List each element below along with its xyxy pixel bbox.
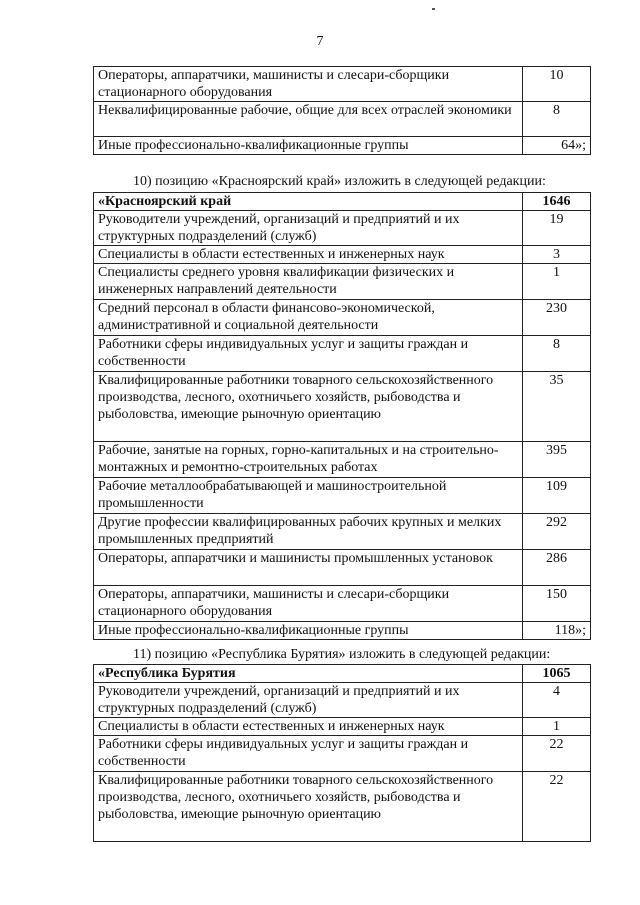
row-label: Операторы, аппаратчики и машинисты промышленных установок [94,550,523,586]
table-row [94,336,591,372]
row-value: 22 [523,772,591,842]
row-value: 19 [523,211,591,246]
row-label: Рабочие, занятые на горных, горно-капитальных и на строительно-монтажных и ремонтно-строительных работах [94,442,523,478]
table-row [94,514,591,550]
row-value: 10 [523,67,591,102]
row-value: 1 [523,264,591,300]
row-value: 4 [523,683,591,718]
table-row [94,550,591,586]
row-label: Рабочие металлообрабатывающей и машиностроительной промышленности [94,478,523,514]
row-label: Другие профессии квалифицированных рабочих крупных и мелких промышленных предприятий [94,514,523,550]
table-row [94,137,591,155]
table-buryatia [93,664,591,842]
row-label: Специалисты в области естественных и инженерных наук [94,246,523,264]
row-label: Операторы, аппаратчики, машинисты и слесари-сборщики стационарного оборудования [94,586,523,622]
table-row [94,300,591,336]
table-row [94,246,591,264]
region-name: «Красноярский край [94,193,523,211]
row-value: 8 [523,336,591,372]
row-value: 118»; [523,622,591,640]
table-row [94,442,591,478]
row-value: 292 [523,514,591,550]
row-value: 64»; [523,137,591,155]
row-label: Работники сферы индивидуальных услуг и защиты граждан и собственности [94,736,523,772]
row-label: Руководители учреждений, организаций и предприятий и их структурных подразделений (служб) [94,683,523,718]
region-total: 1646 [523,193,591,211]
table-row [94,211,591,246]
table-header-row [94,665,591,683]
section-intro-buryatia: 11) позицию «Республика Бурятия» изложить в следующей редакции: [133,647,551,662]
table-krasnoyarsk [93,192,591,640]
row-label: Квалифицированные работники товарного сельскохозяйственного производства, лесного, охотничьего хозяйств, рыбоводства и рыболовства, имеющие рыночную ориентацию [94,372,523,442]
row-value: 395 [523,442,591,478]
row-label: Специалисты среднего уровня квалификации физических и инженерных направлений деятельности [94,264,523,300]
row-label: Иные профессионально-квалификационные группы [94,137,523,155]
table-row [94,736,591,772]
row-label: Средний персонал в области финансово-экономической, административной и социальной деятельности [94,300,523,336]
row-value: 150 [523,586,591,622]
row-label: Руководители учреждений, организаций и предприятий и их структурных подразделений (служб) [94,211,523,246]
row-value: 286 [523,550,591,586]
table-row [94,586,591,622]
table-row [94,622,591,640]
page-number: 7 [316,34,324,49]
row-label: Операторы, аппаратчики, машинисты и слесари-сборщики стационарного оборудования [94,67,523,102]
table-row [94,372,591,442]
row-label: Специалисты в области естественных и инженерных наук [94,718,523,736]
row-value: 35 [523,372,591,442]
row-label: Неквалифицированные рабочие, общие для всех отраслей экономики [94,102,523,137]
row-label: Иные профессионально-квалификационные группы [94,622,523,640]
row-value: 3 [523,246,591,264]
section-intro-krasnoyarsk: 10) позицию «Красноярский край» изложить в следующей редакции: [133,174,546,189]
scan-artifact [432,8,435,10]
table-row [94,264,591,300]
table-row [94,102,591,137]
row-value: 230 [523,300,591,336]
table-row [94,478,591,514]
table-row [94,772,591,842]
row-label: Квалифицированные работники товарного сельскохозяйственного производства, лесного, охотничьего хозяйств, рыбоводства и рыболовства, имеющие рыночную ориентацию [94,772,523,842]
table-row [94,683,591,718]
table-continuation [93,66,591,155]
table-row [94,67,591,102]
row-value: 22 [523,736,591,772]
table-header-row [94,193,591,211]
row-value: 1 [523,718,591,736]
region-name: «Республика Бурятия [94,665,523,683]
row-value: 8 [523,102,591,137]
region-total: 1065 [523,665,591,683]
row-value: 109 [523,478,591,514]
row-label: Работники сферы индивидуальных услуг и защиты граждан и собственности [94,336,523,372]
table-row [94,718,591,736]
